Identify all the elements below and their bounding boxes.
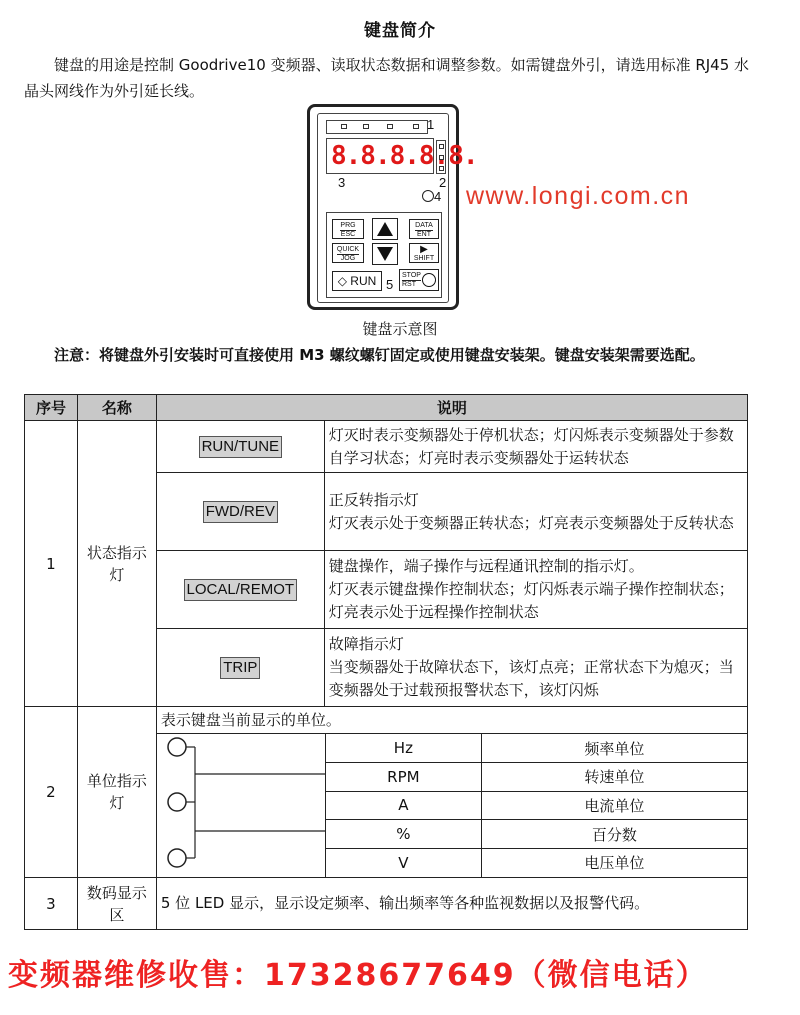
quick-key-label: QUICK — [336, 246, 360, 253]
table-header-row — [25, 395, 748, 421]
led-digit-display: 8.8.8.8.8. — [326, 138, 434, 174]
lamp-cell — [156, 629, 324, 707]
row-name — [77, 878, 156, 930]
status-led-strip — [326, 120, 428, 134]
status-led — [341, 124, 347, 129]
quick-jog-key — [332, 243, 364, 263]
down-arrow-icon — [377, 247, 393, 261]
lamp-fwd-rev: FWD/REV — [203, 501, 278, 523]
stop-rst-key — [399, 269, 439, 291]
table-row — [25, 421, 748, 473]
table-row — [25, 878, 748, 930]
status-led — [363, 124, 369, 129]
keypad-spec-table — [24, 394, 748, 930]
digit-desc: 5 位 LED 显示，显示设定频率、输出频率等各种监视数据以及报警代码。 — [156, 878, 747, 930]
intro-paragraph: 键盘的用途是控制 Goodrive10 变频器、读取状态数据和调整参数。如需键盘外引，请选用标准 RJ45 水晶头网线作为外引延长线。 — [24, 56, 750, 100]
lamp-cell — [156, 551, 324, 629]
lamp-local-remot: LOCAL/REMOT — [184, 579, 298, 601]
callout-5: 5 — [386, 277, 394, 292]
status-led — [387, 124, 393, 129]
lamp-cell — [156, 421, 324, 473]
round-indicator-light — [422, 190, 434, 202]
shift-arrow-icon: ▶ — [420, 244, 428, 255]
unit-led-column — [436, 140, 446, 174]
unit-meaning: 百分数 — [481, 820, 747, 849]
data-ent-key — [409, 219, 439, 239]
jog-key-label: JOG — [340, 255, 356, 262]
lamp-desc: 键盘操作，端子操作与远程通讯控制的指示灯。 灯灭表示键盘操作控制状态；灯闪烁表示端子操作控制状态；灯亮表示处于远程操作控制状态 — [324, 551, 747, 629]
unit-symbol: RPM — [325, 763, 481, 792]
unit-meaning: 转速单位 — [481, 763, 747, 792]
stop-circle-icon — [422, 273, 436, 287]
run-key-label: RUN — [350, 274, 377, 288]
keypad-button-panel — [326, 212, 442, 298]
up-key — [372, 218, 398, 240]
down-key — [372, 243, 398, 265]
unit-desc: 表示键盘当前显示的单位。 — [157, 707, 747, 734]
row-name-text: 单位指示灯 — [86, 772, 147, 812]
unit-led — [439, 144, 444, 149]
page-title: 键盘简介 — [364, 21, 436, 41]
unit-led — [439, 166, 444, 171]
run-key — [332, 271, 382, 291]
header-num: 序号 — [25, 395, 78, 421]
data-key-label: DATA — [415, 222, 433, 229]
lamp-cell — [156, 473, 324, 551]
unit-led — [439, 155, 444, 160]
table-row — [25, 707, 748, 878]
lamp-desc: 故障指示灯 当变频器处于故障状态下，该灯点亮；正常状态下为熄灭；当变频器处于过载预报警状态下，该灯闪烁 — [324, 629, 747, 707]
prg-esc-key — [332, 219, 364, 239]
lamp-desc: 灯灭时表示变频器处于停机状态；灯闪烁表示变频器处于参数自学习状态；灯亮时表示变频器处于运转状态 — [324, 421, 747, 473]
unit-led-diagram — [157, 734, 326, 877]
stop-key-label: STOP — [402, 272, 421, 279]
unit-symbol: Hz — [325, 734, 481, 763]
unit-row — [157, 734, 747, 763]
ad-repair-contact: 变频器维修收售：17328677649（微信电话） — [8, 958, 708, 993]
unit-cell — [156, 707, 747, 878]
lamp-trip: TRIP — [220, 657, 260, 679]
up-arrow-icon — [377, 222, 393, 236]
row-name — [77, 421, 156, 707]
prg-key-label: PRG — [340, 222, 356, 229]
esc-key-label: ESC — [340, 231, 356, 238]
callout-2: 2 — [439, 175, 447, 190]
rst-key-label: RST — [402, 281, 416, 288]
unit-led-tree-icon — [157, 734, 325, 873]
shift-key-label: SHIFT — [413, 255, 435, 262]
ad-website-url: www.longi.com.cn — [466, 182, 691, 210]
header-name: 名称 — [77, 395, 156, 421]
unit-table — [157, 734, 747, 877]
unit-symbol: % — [325, 820, 481, 849]
callout-4: 4 — [434, 189, 442, 204]
unit-meaning: 频率单位 — [481, 734, 747, 763]
lamp-run-tune: RUN/TUNE — [199, 436, 283, 458]
row-num: 2 — [25, 707, 78, 878]
row-name-text: 状态指示灯 — [86, 543, 147, 584]
figure-caption: 键盘示意图 — [362, 320, 438, 338]
installation-note: 注意：将键盘外引安装时可直接使用 M3 螺纹螺钉固定或使用键盘安装架。键盘安装架需要选配。 — [54, 346, 705, 364]
unit-meaning: 电流单位 — [481, 791, 747, 820]
row-num: 1 — [25, 421, 78, 707]
header-desc: 说明 — [156, 395, 747, 421]
ent-key-label: ENT — [417, 231, 431, 238]
row-num: 3 — [25, 878, 78, 930]
callout-3: 3 — [338, 175, 346, 190]
keypad-diagram — [307, 104, 478, 310]
lamp-desc: 正反转指示灯 灯灭表示处于变频器正转状态；灯亮表示变频器处于反转状态 — [324, 473, 747, 551]
unit-meaning: 电压单位 — [481, 848, 747, 877]
unit-symbol: V — [325, 848, 481, 877]
row-name-text: 数码显示区 — [86, 883, 147, 924]
row-name — [77, 707, 156, 878]
status-led — [413, 124, 419, 129]
shift-key — [409, 243, 439, 263]
callout-1: 1 — [427, 117, 435, 132]
keypad-face — [317, 113, 478, 303]
run-diamond-icon: ◇ — [337, 274, 347, 288]
unit-symbol: A — [325, 791, 481, 820]
